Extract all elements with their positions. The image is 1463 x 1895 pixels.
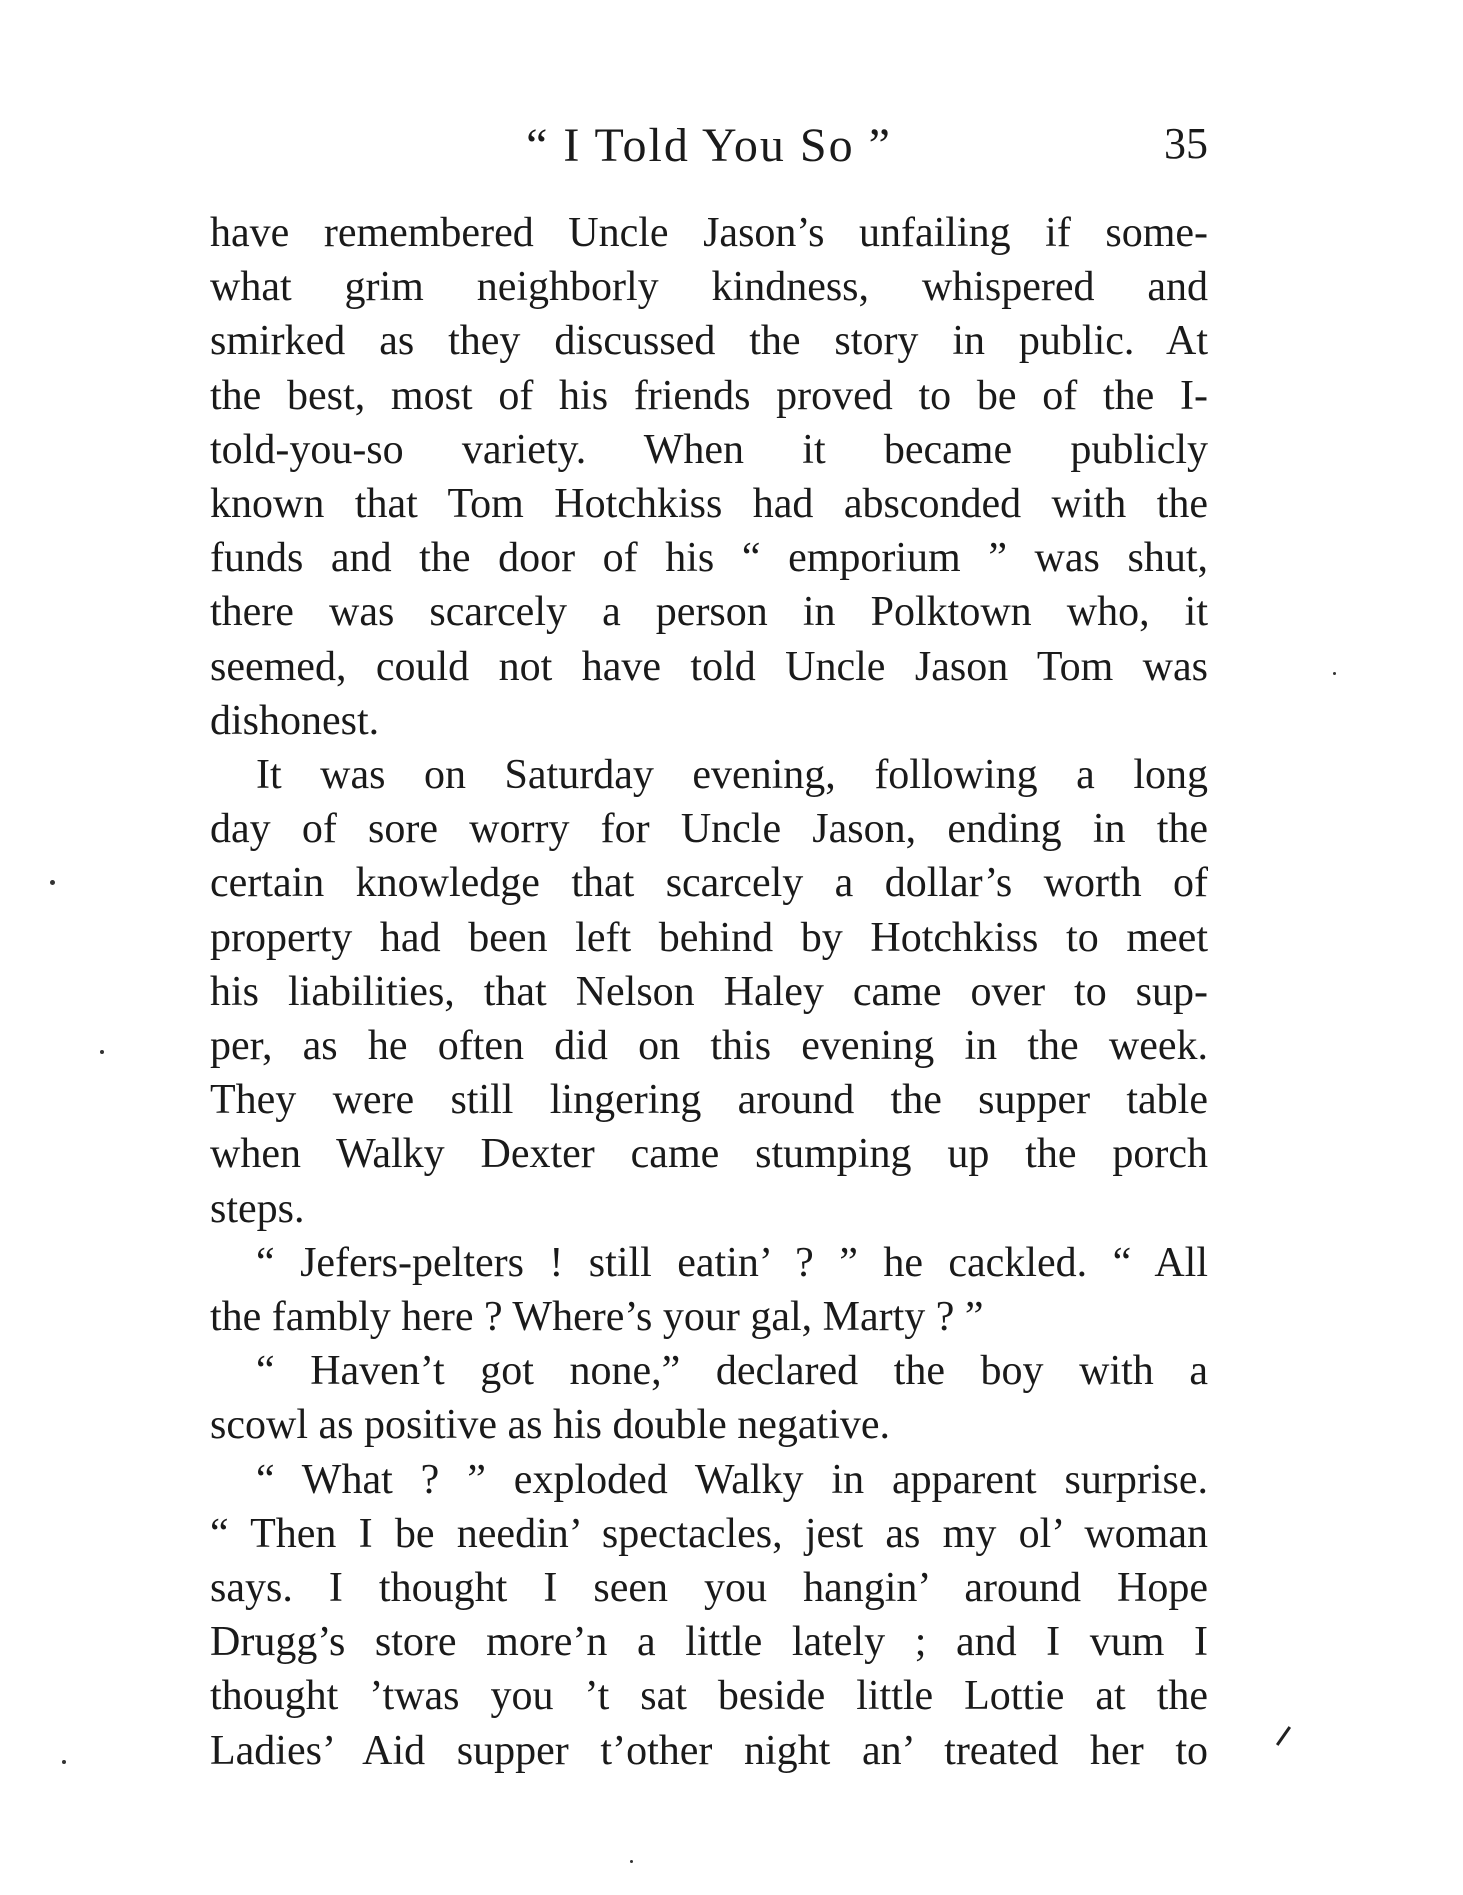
text-line: the fambly here ? Where’s your gal, Marty ? ” [210,1294,984,1341]
scan-mark [1276,1726,1291,1746]
text-line: there was scarcely a person in Polktown who, it [210,589,1208,636]
text-line: “ What ? ” exploded Walky in apparent surprise. [256,1456,1208,1503]
text-line: day of sore worry for Uncle Jason, ending in the [210,806,1208,853]
text-line: dishonest. [210,697,380,744]
scan-speck [630,1860,633,1863]
text-line: “ Then I be needin’ spectacles, jest as my ol’ woman [210,1510,1208,1557]
text-line: smirked as they discussed the story in public. At [210,318,1208,365]
scan-speck [62,1760,66,1764]
scan-speck [50,880,55,885]
text-line: thought ’twas you ’t sat beside little Lottie at the [210,1673,1208,1720]
text-line: when Walky Dexter came stumping up the porch [210,1131,1208,1178]
text-line: funds and the door of his “ emporium ” was shut, [210,535,1208,582]
text-line: known that Tom Hotchkiss had absconded with the [210,481,1208,528]
text-line: “ Jefers-pelters ! still eatin’ ? ” he cackled. “ All [256,1239,1208,1286]
text-line: what grim neighborly kindness, whispered and [210,264,1208,311]
running-head [210,118,1208,188]
text-line: the best, most of his friends proved to be of the I- [210,372,1208,419]
text-line: scowl as positive as his double negative. [210,1402,891,1449]
paragraph [210,1236,1208,1344]
text-line: per, as he often did on this evening in the week. [210,1023,1208,1070]
text-line: seemed, could not have told Uncle Jason Tom was [210,643,1208,690]
page-number: 35 [1164,119,1208,168]
text-line: property had been left behind by Hotchkiss to meet [210,914,1208,961]
scan-speck [1333,672,1336,675]
text-line: says. I thought I seen you hangin’ around Hope [210,1565,1208,1612]
body-text [210,206,1208,1778]
paragraph [210,1344,1208,1452]
paragraph [210,1453,1208,1778]
paragraph [210,748,1208,1236]
text-line: steps. [210,1185,305,1232]
text-line: told-you-so variety. When it became publicly [210,426,1208,473]
running-title: “ I Told You So ” [526,119,892,172]
text-line: It was on Saturday evening, following a long [256,752,1208,799]
text-line: have remembered Uncle Jason’s unfailing if some- [210,210,1208,256]
paragraph [210,206,1208,748]
text-line: They were still lingering around the supper table [210,1077,1208,1124]
text-line: certain knowledge that scarcely a dollar’s worth of [210,860,1208,907]
text-line: Drugg’s store more’n a little lately ; and I vum I [210,1619,1208,1666]
scan-speck [100,1050,104,1054]
text-line: “ Haven’t got none,” declared the boy with a [256,1348,1208,1395]
text-line: his liabilities, that Nelson Haley came over to sup- [210,968,1208,1015]
text-line: Ladies’ Aid supper t’other night an’ treated her to [210,1727,1208,1774]
